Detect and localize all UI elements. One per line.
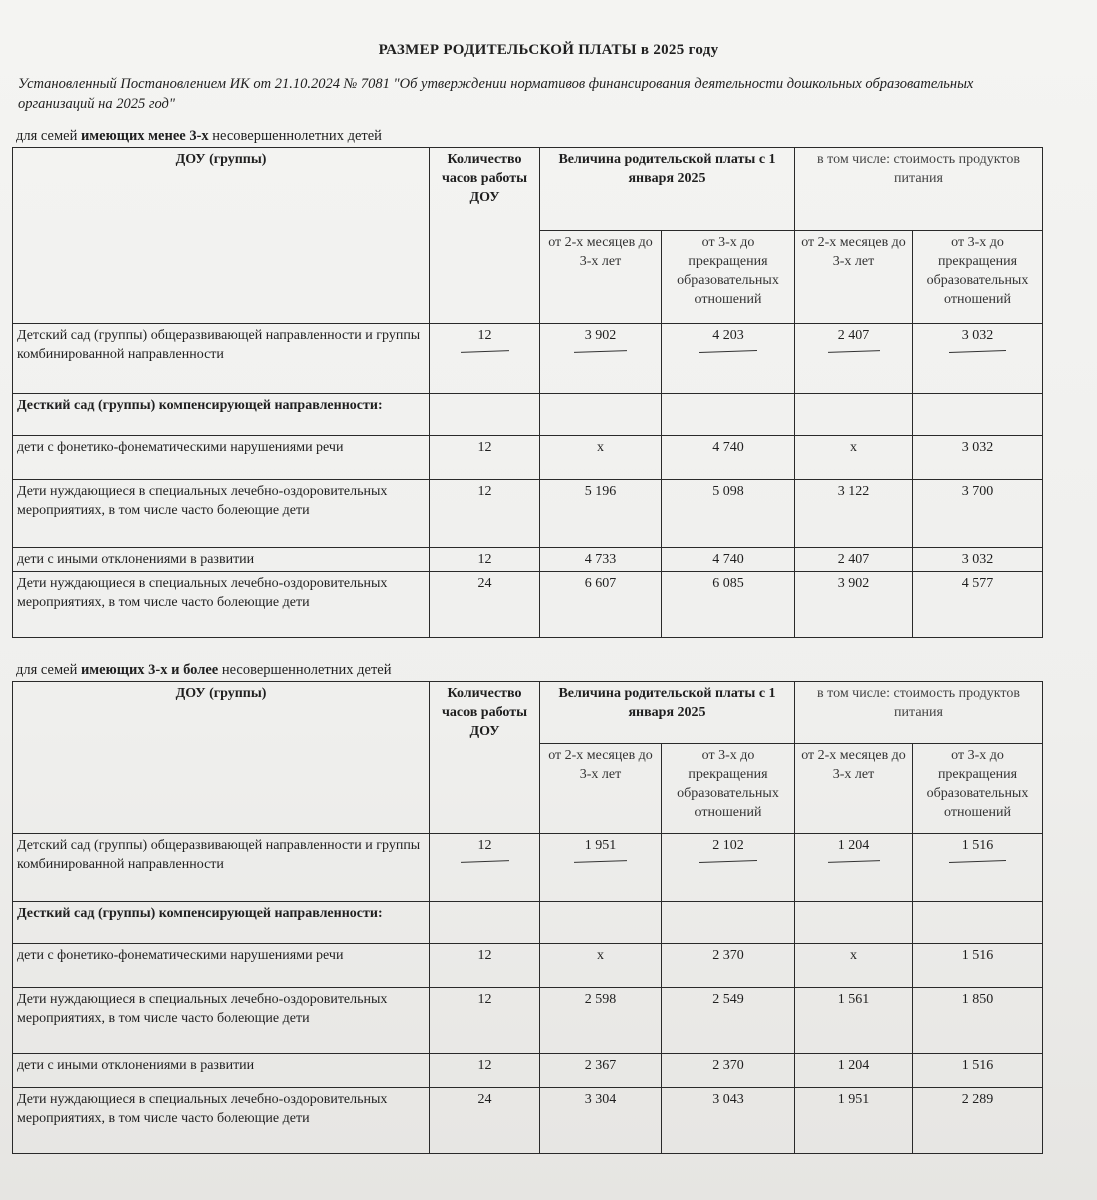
row-food2: 1 516 xyxy=(913,944,1043,988)
row-fee1: 3 304 xyxy=(540,1088,662,1154)
row-fee2: 2 370 xyxy=(662,944,795,988)
header-food-age1: от 2-х месяцев до 3-х лет xyxy=(795,231,913,324)
row-fee2: 2 549 xyxy=(662,988,795,1054)
table-row xyxy=(13,394,1043,436)
row-hours: 12 xyxy=(430,988,540,1054)
row-hours: 12 xyxy=(430,1054,540,1088)
header-food: в том числе: стоимость продуктов питания xyxy=(795,148,1043,231)
row-name: Дети нуждающиеся в специальных лечебно-оздоровительных мероприятиях, в том числе часто болеющие дети xyxy=(13,572,430,638)
row-name: дети с фонетико-фонематическими нарушениями речи xyxy=(13,436,430,480)
table-row xyxy=(13,548,1043,572)
row-food1: 1 204 xyxy=(795,1054,913,1088)
table-row xyxy=(13,944,1043,988)
row-food1: 2 407 xyxy=(795,324,913,394)
row-food2: 1 850 xyxy=(913,988,1043,1054)
table-row xyxy=(13,988,1043,1054)
row-hours: 24 xyxy=(430,1088,540,1154)
row-fee1: 5 196 xyxy=(540,480,662,548)
header-food-age2: от 3-х до прекращения образовательных отношений xyxy=(913,231,1043,324)
row-hours: 12 xyxy=(430,480,540,548)
row-food1: х xyxy=(795,436,913,480)
row-fee2: 3 043 xyxy=(662,1088,795,1154)
header-hours: Количество часов работы ДОУ xyxy=(430,148,540,324)
row-name: Детский сад (группы) общеразвивающей направленности и группы комбинированной направленности xyxy=(13,324,430,394)
row-fee1 xyxy=(540,394,662,436)
row-food2: 3 700 xyxy=(913,480,1043,548)
row-food2: 3 032 xyxy=(913,436,1043,480)
row-food1: 3 902 xyxy=(795,572,913,638)
header-food-age1: от 2-х месяцев до 3-х лет xyxy=(795,744,913,834)
row-name: Дети нуждающиеся в специальных лечебно-оздоровительных мероприятиях, в том числе часто болеющие дети xyxy=(13,988,430,1054)
row-fee1: 2 598 xyxy=(540,988,662,1054)
table-row xyxy=(13,436,1043,480)
caption-suffix: несовершеннолетних детей xyxy=(218,662,392,678)
caption-bold: имеющих менее 3-х xyxy=(80,128,209,144)
row-fee2: 6 085 xyxy=(662,572,795,638)
row-food2: 1 516 xyxy=(913,834,1043,902)
row-fee1: х xyxy=(540,944,662,988)
row-hours: 24 xyxy=(430,572,540,638)
table-row xyxy=(13,324,1043,394)
row-food2 xyxy=(913,394,1043,436)
row-fee1: 3 902 xyxy=(540,324,662,394)
row-fee2: 2 102 xyxy=(662,834,795,902)
header-fee-age2: от 3-х до прекращения образовательных отношений xyxy=(662,231,795,324)
row-food2: 3 032 xyxy=(913,548,1043,572)
row-food1 xyxy=(795,394,913,436)
table-row xyxy=(13,1088,1043,1154)
row-fee1: х xyxy=(540,436,662,480)
section-caption-2 xyxy=(16,662,391,679)
caption-suffix: несовершеннолетних детей xyxy=(208,128,382,144)
section-caption-1 xyxy=(16,128,382,145)
table-row xyxy=(13,1054,1043,1088)
document-subtitle: Установленный Постановлением ИК от 21.10.2024 № 7081 "Об утверждении нормативов финансирования деятельности дошкольных образовательных организаций на 2025 год" xyxy=(18,76,974,112)
header-fee-age1: от 2-х месяцев до 3-х лет xyxy=(540,744,662,834)
row-food2: 3 032 xyxy=(913,324,1043,394)
row-food2 xyxy=(913,902,1043,944)
row-food1: 1 561 xyxy=(795,988,913,1054)
row-fee2: 4 203 xyxy=(662,324,795,394)
row-food2: 4 577 xyxy=(913,572,1043,638)
row-fee1: 6 607 xyxy=(540,572,662,638)
row-food1 xyxy=(795,902,913,944)
caption-prefix: для семей xyxy=(16,128,81,144)
caption-prefix: для семей xyxy=(16,662,81,678)
table-row xyxy=(13,572,1043,638)
fee-table-2 xyxy=(12,681,1043,1154)
row-name: Дети нуждающиеся в специальных лечебно-оздоровительных мероприятиях, в том числе часто болеющие дети xyxy=(13,480,430,548)
row-name: дети с фонетико-фонематическими нарушениями речи xyxy=(13,944,430,988)
table-row xyxy=(13,834,1043,902)
row-fee2 xyxy=(662,394,795,436)
row-food2: 2 289 xyxy=(913,1088,1043,1154)
header-fee-age1: от 2-х месяцев до 3-х лет xyxy=(540,231,662,324)
row-hours: 12 xyxy=(430,324,540,394)
row-food1: 2 407 xyxy=(795,548,913,572)
row-fee1: 4 733 xyxy=(540,548,662,572)
table-row xyxy=(13,902,1043,944)
header-fee-age2: от 3-х до прекращения образовательных отношений xyxy=(662,744,795,834)
table-row xyxy=(13,480,1043,548)
row-name: Десткий сад (группы) компенсирующей направленности: xyxy=(13,394,430,436)
row-fee1: 2 367 xyxy=(540,1054,662,1088)
row-fee1: 1 951 xyxy=(540,834,662,902)
header-food: в том числе: стоимость продуктов питания xyxy=(795,682,1043,744)
row-fee2: 2 370 xyxy=(662,1054,795,1088)
row-name: Детский сад (группы) общеразвивающей направленности и группы комбинированной направленности xyxy=(13,834,430,902)
caption-bold: имеющих 3-х и более xyxy=(80,662,219,678)
header-fee: Величина родительской платы с 1 января 2025 xyxy=(540,148,795,231)
row-name: Дети нуждающиеся в специальных лечебно-оздоровительных мероприятиях, в том числе часто болеющие дети xyxy=(13,1088,430,1154)
row-food1: 1 951 xyxy=(795,1088,913,1154)
row-food1: 3 122 xyxy=(795,480,913,548)
row-hours xyxy=(430,902,540,944)
header-fee: Величина родительской платы с 1 января 2025 xyxy=(540,682,795,744)
document-title: РАЗМЕР РОДИТЕЛЬСКОЙ ПЛАТЫ в 2025 году xyxy=(378,42,719,58)
row-hours: 12 xyxy=(430,944,540,988)
row-fee2 xyxy=(662,902,795,944)
row-hours: 12 xyxy=(430,834,540,902)
row-fee2: 4 740 xyxy=(662,548,795,572)
row-name: дети с иными отклонениями в развитии xyxy=(13,548,430,572)
row-fee1 xyxy=(540,902,662,944)
header-dou: ДОУ (группы) xyxy=(13,148,430,324)
row-name: Десткий сад (группы) компенсирующей направленности: xyxy=(13,902,430,944)
row-name: дети с иными отклонениями в развитии xyxy=(13,1054,430,1088)
row-hours: 12 xyxy=(430,548,540,572)
row-food1: х xyxy=(795,944,913,988)
row-fee2: 5 098 xyxy=(662,480,795,548)
row-fee2: 4 740 xyxy=(662,436,795,480)
row-food2: 1 516 xyxy=(913,1054,1043,1088)
row-hours: 12 xyxy=(430,436,540,480)
row-hours xyxy=(430,394,540,436)
row-food1: 1 204 xyxy=(795,834,913,902)
header-food-age2: от 3-х до прекращения образовательных отношений xyxy=(913,744,1043,834)
header-hours: Количество часов работы ДОУ xyxy=(430,682,540,834)
fee-table-1 xyxy=(12,147,1043,638)
header-dou: ДОУ (группы) xyxy=(13,682,430,834)
